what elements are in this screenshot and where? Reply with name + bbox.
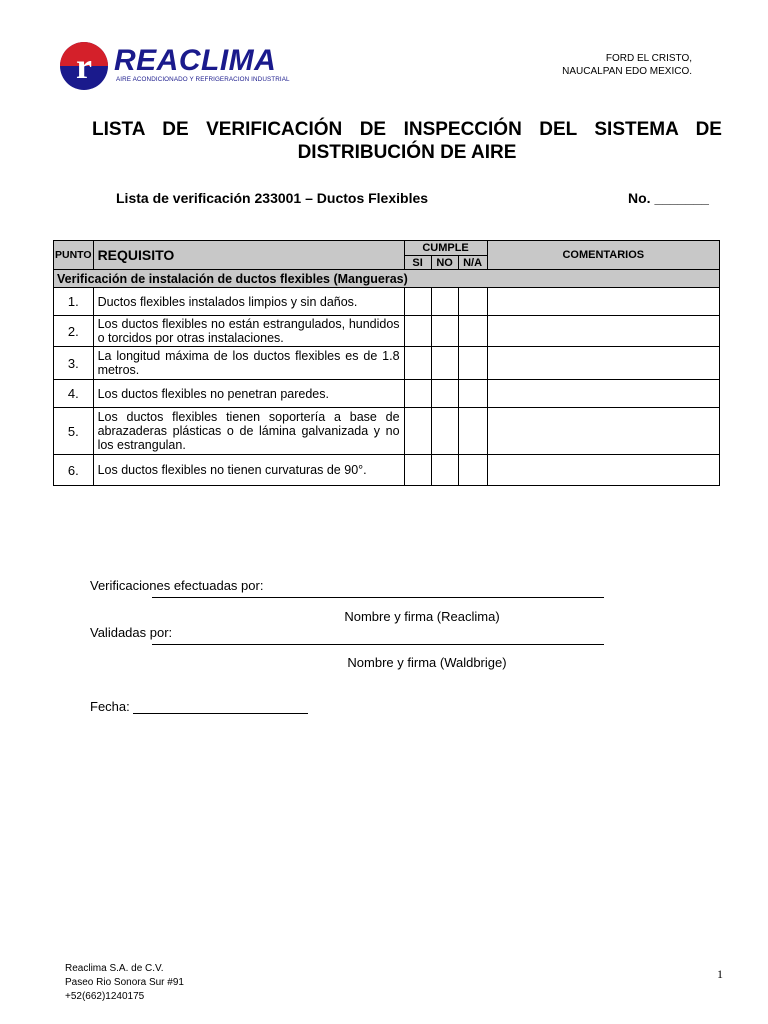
date-label: Fecha:: [90, 699, 130, 714]
row-comment[interactable]: [487, 455, 719, 486]
logo-tagline: AIRE ACONDICIONADO Y REFRIGERACION INDUSTRIAL: [116, 76, 290, 83]
row-requirement: Los ductos flexibles no penetran paredes.: [93, 380, 404, 408]
check-si[interactable]: [404, 455, 431, 486]
row-comment[interactable]: [487, 380, 719, 408]
row-requirement: Ductos flexibles instalados limpios y sin daños.: [93, 288, 404, 316]
validated-signature-line[interactable]: [152, 644, 604, 645]
row-requirement: Los ductos flexibles tienen soportería a base de abrazaderas plásticas o de lámina galvanizada y no los estrangulan.: [93, 408, 404, 455]
row-number: 2.: [54, 316, 94, 347]
checklist-table: [53, 240, 720, 486]
footer-street: Paseo Rio Sonora Sur #91: [65, 977, 184, 988]
row-number: 4.: [54, 380, 94, 408]
checklist-number: No. _______: [628, 190, 709, 206]
table-row: [54, 408, 720, 455]
logo-emblem-icon: [60, 42, 108, 90]
check-na[interactable]: [458, 408, 487, 455]
table-row: [54, 347, 720, 380]
check-na[interactable]: [458, 288, 487, 316]
check-na[interactable]: [458, 455, 487, 486]
table-row: [54, 288, 720, 316]
row-comment[interactable]: [487, 288, 719, 316]
verified-by-label: Verificaciones efectuadas por:: [90, 578, 264, 593]
row-requirement: La longitud máxima de los ductos flexibles es de 1.8 metros.: [93, 347, 404, 380]
date-line[interactable]: [133, 713, 308, 714]
row-number: 1.: [54, 288, 94, 316]
check-no[interactable]: [431, 408, 458, 455]
validated-by-label: Validadas por:: [90, 625, 173, 640]
title-line-2: DISTRIBUCIÓN DE AIRE: [297, 142, 517, 163]
header-na: N/A: [458, 256, 487, 270]
check-si[interactable]: [404, 288, 431, 316]
page-number: 1: [717, 967, 723, 981]
check-si[interactable]: [404, 380, 431, 408]
header-no: NO: [431, 256, 458, 270]
verified-name-caption: Nombre y firma (Reaclima): [344, 609, 500, 624]
header-si: SI: [404, 256, 431, 270]
document-title: [92, 118, 722, 164]
section-title: Verificación de instalación de ductos flexibles (Mangueras): [54, 270, 720, 288]
verified-signature-line[interactable]: [152, 597, 604, 598]
logo-letter: r: [76, 46, 92, 86]
table-row: [54, 316, 720, 347]
row-comment[interactable]: [487, 316, 719, 347]
address-line-2: NAUCALPAN EDO MEXICO.: [562, 66, 692, 77]
table-row: [54, 380, 720, 408]
row-comment[interactable]: [487, 347, 719, 380]
check-si[interactable]: [404, 347, 431, 380]
title-line-1: LISTA DE VERIFICACIÓN DE INSPECCIÓN DEL SISTEMA DE: [92, 119, 722, 140]
row-number: 3.: [54, 347, 94, 380]
row-requirement: Los ductos flexibles no tienen curvaturas de 90°.: [93, 455, 404, 486]
check-no[interactable]: [431, 347, 458, 380]
row-requirement: Los ductos flexibles no están estrangulados, hundidos o torcidos por otras instalaciones.: [93, 316, 404, 347]
row-number: 5.: [54, 408, 94, 455]
row-comment[interactable]: [487, 408, 719, 455]
table-row: [54, 455, 720, 486]
footer-phone: +52(662)1240175: [65, 991, 145, 1002]
checklist-subtitle: Lista de verificación 233001 – Ductos Flexibles: [116, 190, 429, 206]
check-na[interactable]: [458, 347, 487, 380]
table-header-row: [54, 241, 720, 256]
check-no[interactable]: [431, 316, 458, 347]
section-row: [54, 270, 720, 288]
check-no[interactable]: [431, 455, 458, 486]
header-comentarios: COMENTARIOS: [487, 241, 719, 270]
check-no[interactable]: [431, 288, 458, 316]
header-requisito: REQUISITO: [93, 241, 404, 270]
footer-company: Reaclima S.A. de C.V.: [65, 963, 164, 974]
row-number: 6.: [54, 455, 94, 486]
check-si[interactable]: [404, 408, 431, 455]
check-si[interactable]: [404, 316, 431, 347]
header-punto: PUNTO: [54, 241, 94, 270]
company-logo: [60, 42, 290, 92]
logo-wordmark: REACLIMA: [114, 44, 277, 77]
validated-name-caption: Nombre y firma (Waldbrige): [347, 655, 507, 670]
check-na[interactable]: [458, 316, 487, 347]
check-no[interactable]: [431, 380, 458, 408]
address-line-1: FORD EL CRISTO,: [605, 53, 692, 64]
check-na[interactable]: [458, 380, 487, 408]
header-cumple: CUMPLE: [404, 241, 487, 256]
